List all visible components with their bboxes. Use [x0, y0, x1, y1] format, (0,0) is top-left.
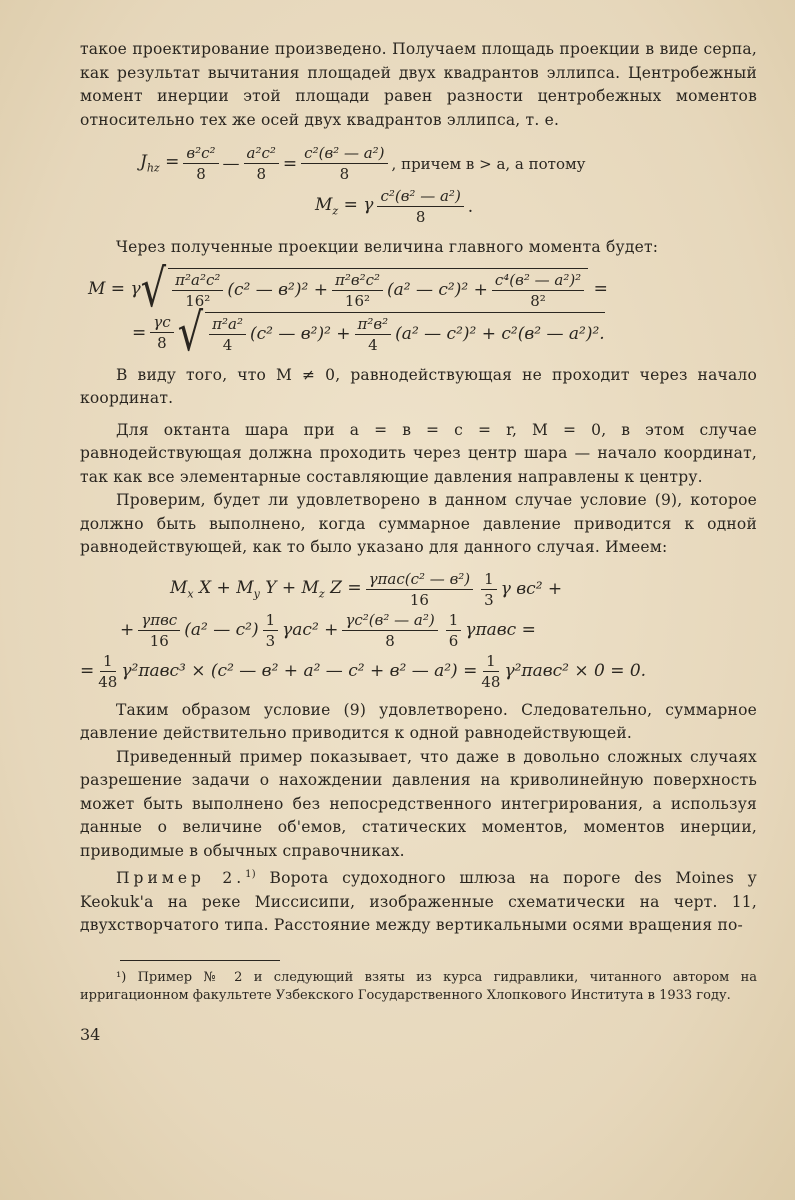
footnote-divider — [120, 960, 280, 961]
equation-check-1: $M_x$ $X + M_y$ $Y + M_z$ Z = $\frac{\text{γπac(c² — в²)}}{16}$ $\frac{1}{3}$ γ вc² + — [170, 569, 563, 609]
paragraph-4: Для октанта шара при a = в = c = r, M = 0, в этом случае равнодействующая должна проходить через центр шара — начало координат, так как все элементарные составляющие давления направлены к центру. — [80, 420, 757, 486]
paragraph-8-text: Ворота судоходного шлюза на пороге des Moines у Keokuk'а на реке Миссисипи, изображенные схематически на черт. 11, двухстворчатого типа. Расстояние между вертикальными осями вращения по- — [80, 869, 757, 935]
footnote: ¹) Пример № 2 и следующий взяты из курса гидравлики, читанного автором на ирригационном факультете Узбекского Государственного Хлопкового Института в 1933 году. — [80, 969, 757, 1003]
equation-check-2: + $\frac{\text{γπвc}}{16}$ (a² — c²) $\frac{1}{3}$ γac² + $\frac{\text{γc²(в² — a²)}}{8}$ $\frac{1}{6}$ γπaвc = — [120, 610, 536, 650]
equation-jhz-tail: , причем в > a, а потому — [391, 154, 586, 173]
equation-m-2: = $\frac{\gamma c}{8}$ √ $\frac{\text{π²a²}}{4}$ (c² — в²)² + $\frac{\text{π²в²}}{4}$ (a² — c²)² + c²(в² — a²)². — [132, 302, 605, 363]
example-label: Пример 2. — [116, 869, 246, 888]
paragraph-6: Таким образом условие (9) удовлетворено. Следовательно, суммарное давление действительно приводится к одной равнодействующей. — [80, 700, 757, 742]
equation-check-3: = $\frac{1}{48}$ γ²πaвc³ × (c² — в² + a² — c² + в² — a²) = $\frac{1}{48}$ γ²πaвc² × 0 = 0. — [80, 651, 647, 691]
equation-m-1: M = γ √ $\frac{\text{π²a²c²}}{\text{16²}}$ (c² — в²)² + $\frac{\text{π²в²c²}}{\text{16²}}$ (a² — c²)² + $\frac{\text{c⁴(в² — a²)²}}{\text{8²}}$ = — [88, 258, 608, 319]
paragraph-8 — [80, 863, 757, 938]
paragraph-7: Приведенный пример показывает, что даже в довольно сложных случаях разрешение задачи о нахождении давления на криволинейную поверхность может быть выполнено без непосредственного интегрирования, а используя данные о величине об'емов, статических моментов, моментов инерции, приводимые в обычных справочниках. — [80, 747, 757, 860]
paragraph-5: Проверим, будет ли удовлетворено в данном случае условие (9), которое должно быть выполнено, когда суммарное давление приводится к одной равнодействующей, как то было указано для данного случая. Имеем: — [80, 491, 757, 556]
paragraph-3: В виду того, что M ≠ 0, равнодействующая не проходит через начало координат. — [80, 365, 757, 407]
paragraph-2: Через полученные проекции величина главного момента будет: — [116, 238, 659, 256]
footnote-marker: 1) — [245, 869, 256, 880]
equation-jhz: $J_{hz}$ = $\frac{\text{в²c²}}{8}$ — $\frac{\text{a²c²}}{8}$ = $\frac{\text{c²(в² — a²)}}{8}$ , причем в > a, а потому — [140, 144, 586, 183]
paragraph-1: такое проектирование произведено. Получаем площадь проекции в виде серпа, как результат вычитания площадей двух квадрантов эллипса. Центробежный момент инерции этой площади равен разности центробежных моментов относительно тех же осей двух квадрантов эллипса, т. е. — [80, 40, 757, 129]
page-number: 34 — [80, 1024, 101, 1044]
equation-mz: $M_z = \gamma$ $\frac{\text{c²(в² — a²)}}{8}$ . — [315, 187, 474, 226]
